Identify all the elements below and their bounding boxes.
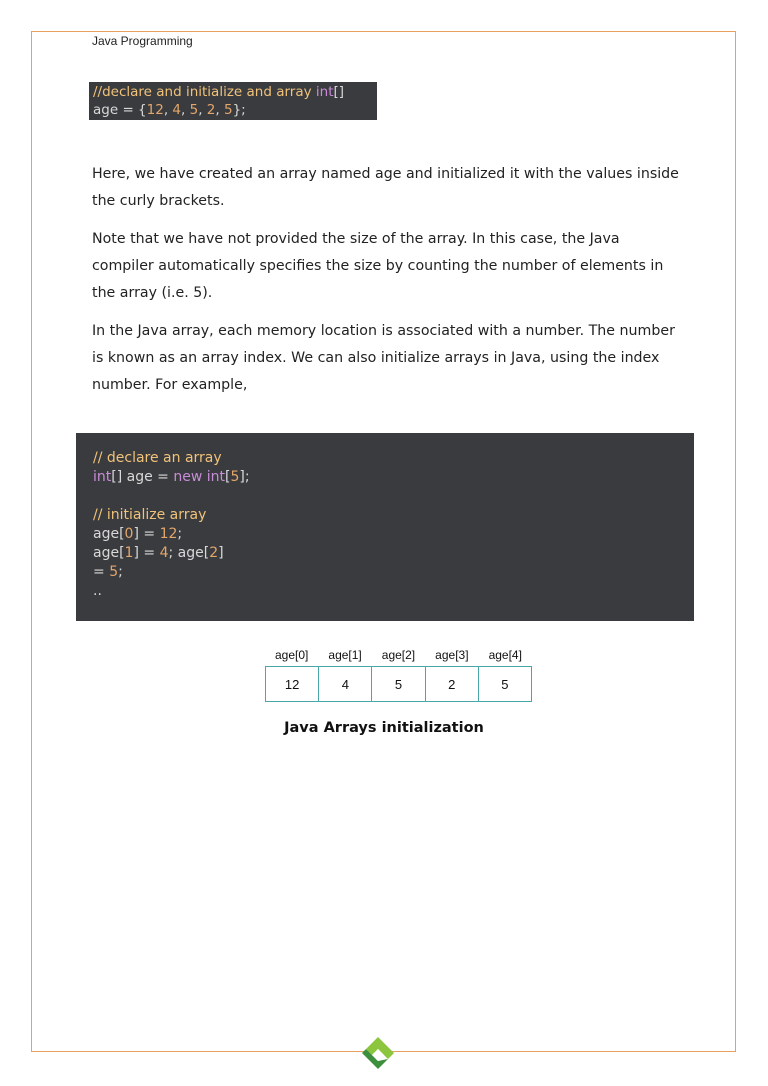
code-keyword: int — [206, 469, 226, 485]
code-number: 4 — [159, 545, 169, 561]
paragraph-array-index: In the Java array, each memory location is associated with a number. The number is known as an array index. We can also initialize arrays in Java, using the index number. For example, — [92, 323, 675, 393]
array-cell: 5 — [501, 676, 509, 692]
array-index-label: age[3] — [435, 648, 469, 662]
array-index-label: age[1] — [328, 648, 362, 662]
code-text: ; age[ — [168, 545, 210, 561]
code-text: , — [198, 102, 207, 118]
array-diagram — [265, 648, 532, 702]
code-number: 5 — [223, 102, 233, 118]
paragraph-array-size: Note that we have not provided the size of the array. In this case, the Java compiler automatically specifies the size by counting the number of elements in the array (i.e. 5). — [92, 231, 664, 301]
code-number: 5 — [189, 102, 199, 118]
code-text: ] = — [133, 526, 160, 542]
code-text: = — [93, 564, 110, 580]
array-cell: 12 — [266, 667, 319, 701]
array-index-row — [265, 648, 532, 666]
paragraph-array-created: Here, we have created an array named age and initialized it with the values inside the curly brackets. — [92, 166, 679, 209]
code-keyword: int — [93, 469, 112, 485]
code-keyword: int — [315, 84, 334, 100]
code-text: ]; — [239, 469, 250, 485]
code-keyword: new — [173, 469, 203, 485]
code-number: 4 — [172, 102, 182, 118]
code-comment: // initialize array — [93, 507, 207, 523]
array-cell: 5 — [372, 667, 425, 701]
code-number: 1 — [124, 545, 134, 561]
code-comment: //declare and initialize and array — [93, 84, 316, 100]
array-cell: 2 — [426, 667, 479, 701]
code-text: ; — [118, 564, 123, 580]
code-text: ] = — [133, 545, 160, 561]
code-number: 5 — [230, 469, 240, 485]
code-text: , — [215, 102, 224, 118]
code-text: age[ — [93, 526, 125, 542]
code-text: age[ — [93, 545, 125, 561]
green-c-logo-icon — [361, 1036, 395, 1070]
code-number: 12 — [159, 526, 178, 542]
code-text: , — [181, 102, 190, 118]
code-block-index-initialize — [76, 433, 694, 621]
code-number: 2 — [206, 102, 216, 118]
running-header: Java Programming — [92, 34, 193, 48]
code-text: , — [163, 102, 173, 118]
code-text: [ — [225, 469, 231, 485]
code-text: [] — [333, 84, 345, 100]
code-text: age = { — [93, 102, 147, 118]
code-number: 5 — [109, 564, 119, 580]
code-text: ; — [177, 526, 183, 542]
code-number: 0 — [124, 526, 134, 542]
code-block-declare-initialize — [89, 82, 377, 120]
code-text: ] — [218, 545, 224, 561]
code-text: }; — [232, 102, 246, 118]
figure-caption: Java Arrays initialization — [284, 720, 484, 736]
array-index-label: age[4] — [488, 648, 522, 662]
code-text: .. — [93, 583, 102, 599]
code-number: 12 — [146, 102, 164, 118]
array-index-label: age[2] — [381, 648, 416, 662]
array-value-row — [265, 666, 532, 702]
code-comment: // declare an array — [93, 450, 222, 466]
code-text: [] age = — [111, 469, 174, 485]
array-cell: 4 — [319, 667, 372, 701]
array-index-label: age[0] — [275, 648, 309, 662]
code-number: 2 — [209, 545, 219, 561]
